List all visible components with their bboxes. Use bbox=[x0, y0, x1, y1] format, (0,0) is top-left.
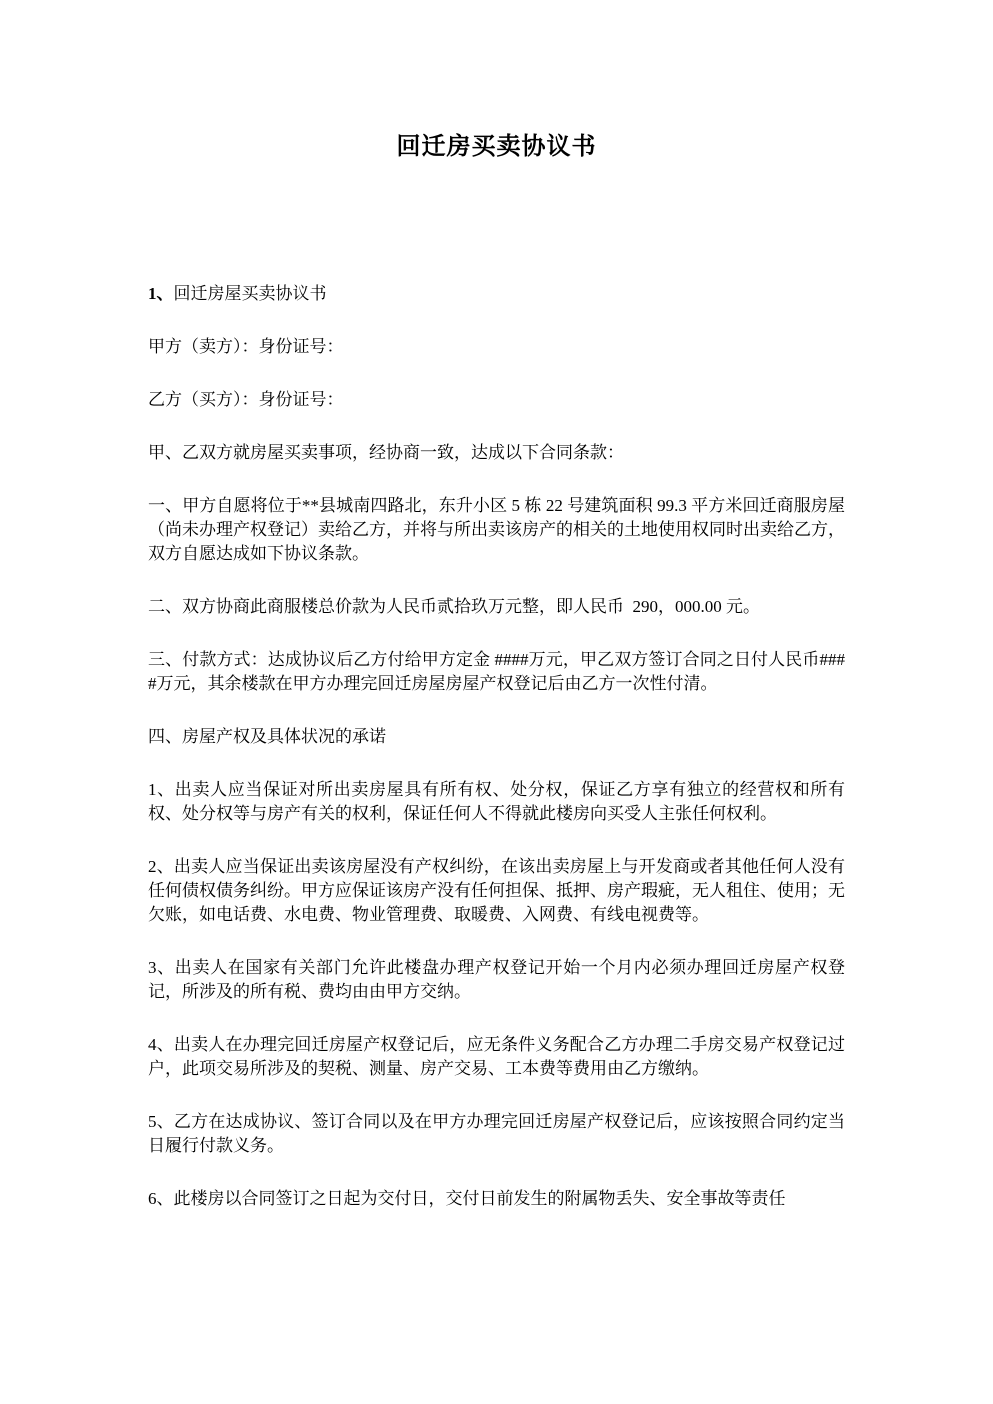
paragraph-item-1 bbox=[148, 282, 845, 306]
paragraph-clause-4-item-2: 2、出卖人应当保证出卖该房屋没有产权纠纷，在该出卖房屋上与开发商或者其他任何人没有任何债权债务纠纷。甲方应保证该房产没有任何担保、抵押、房产瑕疵，无人租住、使用；无欠账，如电话费、水电费、物业管理费、取暖费、入网费、有线电视费等。 bbox=[148, 857, 845, 924]
paragraph-clause-2: 二、双方协商此商服楼总价款为人民币贰拾玖万元整，即人民币 290，000.00 元。 bbox=[148, 597, 760, 616]
paragraph-party-b: 乙方（买方）：身份证号： bbox=[148, 390, 344, 409]
paragraph-party-a: 甲方（卖方）：身份证号： bbox=[148, 337, 344, 356]
paragraph-clause-4-heading: 四、房屋产权及具体状况的承诺 bbox=[148, 727, 386, 746]
paragraph-clause-4-item-1: 1、出卖人应当保证对所出卖房屋具有所有权、处分权，保证乙方享有独立的经营权和所有权、处分权等与房产有关的权利，保证任何人不得就此楼房向买受人主张任何权利。 bbox=[148, 780, 845, 823]
paragraph-clause-4-item-6: 6、此楼房以合同签订之日起为交付日，交付日前发生的附属物丢失、安全事故等责任 bbox=[148, 1189, 786, 1208]
document-title: 回迁房买卖协议书 bbox=[396, 134, 597, 160]
paragraph-clause-4-item-5: 5、乙方在达成协议、签订合同以及在甲方办理完回迁房屋产权登记后，应该按照合同约定当日履行付款义务。 bbox=[148, 1112, 845, 1155]
item-1-number: 1、 bbox=[148, 284, 174, 303]
paragraph-clause-4-item-4: 4、出卖人在办理完回迁房屋产权登记后，应无条件义务配合乙方办理二手房交易产权登记过户，此项交易所涉及的契税、测量、房产交易、工本费等费用由乙方缴纳。 bbox=[148, 1035, 845, 1078]
paragraph-clause-1: 一、甲方自愿将位于**县城南四路北，东升小区 5 栋 22 号建筑面积 99.3 平方米回迁商服房屋（尚未办理产权登记）卖给乙方，并将与所出卖该房产的相关的土地使用权同时出卖给乙方，双方自愿达成如下协议条款。 bbox=[148, 496, 845, 563]
paragraph-preamble: 甲、乙双方就房屋买卖事项，经协商一致，达成以下合同条款： bbox=[148, 443, 624, 462]
paragraph-clause-4-item-3: 3、出卖人在国家有关部门允许此楼盘办理产权登记开始一个月内必须办理回迁房屋产权登记，所涉及的所有税、费均由由甲方交纳。 bbox=[148, 958, 845, 1001]
item-1-text: 回迁房屋买卖协议书 bbox=[173, 284, 327, 303]
paragraph-clause-3: 三、付款方式：达成协议后乙方付给甲方定金 ####万元，甲乙双方签订合同之日付人民币####万元，其余楼款在甲方办理完回迁房屋房屋产权登记后由乙方一次性付清。 bbox=[148, 650, 845, 693]
